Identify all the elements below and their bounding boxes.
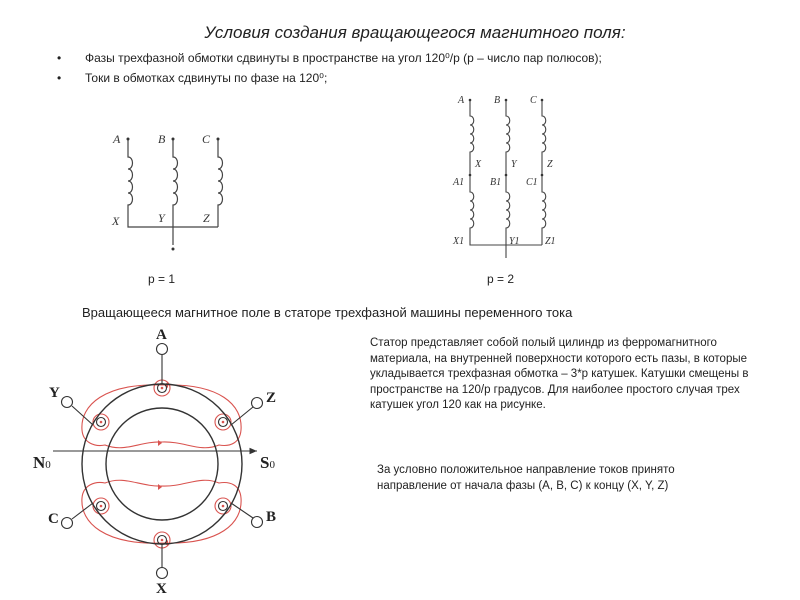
winding-diagram-p1	[100, 125, 250, 260]
caption-p1: р = 1	[148, 272, 176, 286]
terminal-label: Y1	[509, 236, 520, 247]
terminal-label: B	[158, 132, 166, 146]
terminal-a	[157, 344, 168, 355]
pole-south-label: S0	[260, 453, 275, 472]
conditions-list	[55, 48, 602, 88]
terminal-label: B	[494, 95, 501, 106]
terminal-x	[157, 568, 168, 579]
terminal-y	[62, 397, 73, 408]
terminal-label: X	[112, 214, 120, 228]
terminal-label: X	[156, 581, 167, 595]
stator-description: Статор представляет собой полый цилиндр из ферромагнитного материала, на внутренней поверхности которого есть пазы, в которые укладывается трехфазная обмотка – 3*р катушек. Катушки смещены в пространстве на 120/р градусов. Для наиболее простого случая трех катушек угол 120 как на рисунке.	[370, 337, 749, 411]
terminal-z	[252, 398, 263, 409]
caption-p2: р = 2	[487, 272, 515, 286]
slide-title	[0, 23, 800, 43]
terminal-label: B	[266, 509, 277, 525]
condition-item: • Токи в обмотках сдвинуты по фазе на 120⁰;	[55, 68, 602, 88]
terminal-c	[62, 518, 73, 529]
terminal-label: Y	[511, 159, 517, 170]
terminal-label: Z1	[545, 236, 556, 247]
terminal-b	[252, 517, 263, 528]
terminal-label: C	[48, 511, 59, 527]
winding-b	[173, 139, 178, 245]
slide-title-text: Условия создания вращающегося магнитного поля:	[204, 23, 626, 42]
pole-north-label: N0	[33, 453, 51, 472]
section-subtitle: Вращающееся магнитное поле в статоре трехфазной машины переменного тока	[82, 305, 573, 320]
terminal-label: A	[458, 95, 465, 106]
current-direction-note: За условно положительное направление токов принято направление от начала фазы (А, В, С) к концу (X, Y, Z)	[377, 464, 675, 492]
terminal-label: Z	[547, 159, 553, 170]
stator-diagram	[25, 325, 295, 595]
terminal-label: C	[530, 95, 537, 106]
terminal-label: B1	[490, 177, 502, 188]
terminal-label: C	[202, 132, 211, 146]
terminal-label: Z	[266, 390, 277, 406]
stator-inner-circle	[106, 408, 218, 520]
terminal-label: Z	[203, 211, 210, 225]
terminal-label: A1	[453, 177, 465, 188]
terminal-label: C1	[526, 177, 538, 188]
terminal-label: X1	[453, 236, 465, 247]
condition-item: • Фазы трехфазной обмотки сдвинуты в пространстве на угол 120⁰/р (р – число пар полюсов);	[55, 48, 602, 68]
terminal-label: A	[113, 132, 121, 146]
terminal-label: A	[156, 327, 167, 343]
terminal-label: X	[475, 159, 482, 170]
terminal-label: Y	[158, 211, 165, 225]
terminal-label: Y	[49, 385, 60, 401]
winding-c	[218, 139, 223, 227]
winding-diagram-p2	[440, 90, 580, 260]
